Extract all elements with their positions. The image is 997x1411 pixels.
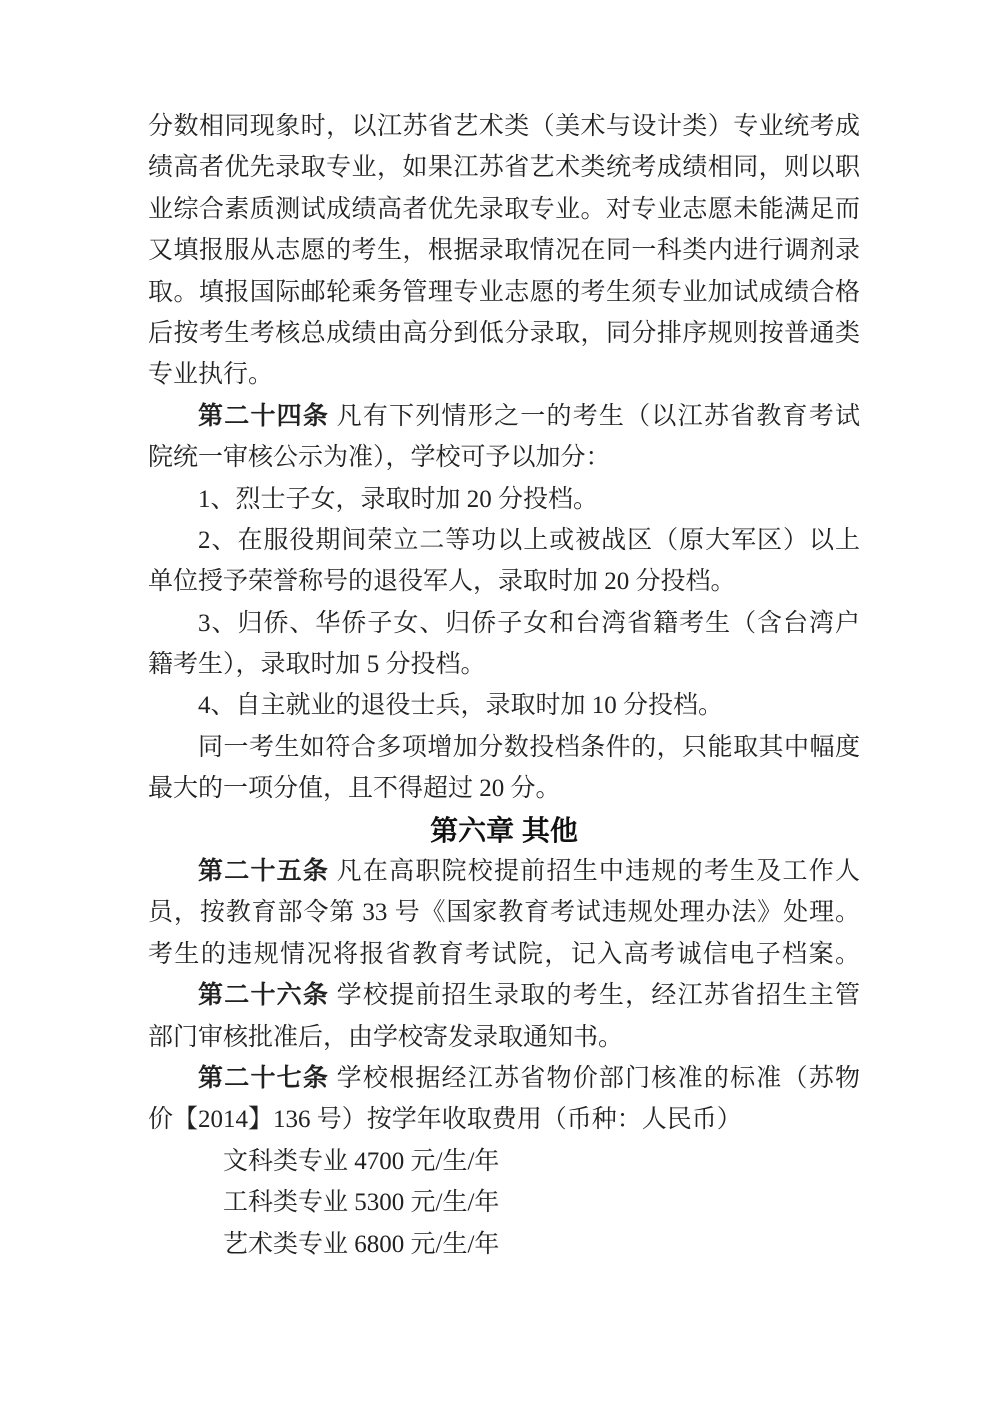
line-text: 学校提前招生录取的考生，经江苏省招生主管 <box>329 982 860 1010</box>
line-text: 艺术类专业 6800 元/生/年 <box>223 1230 500 1258</box>
document-line <box>148 1141 860 1182</box>
document-line <box>148 561 860 602</box>
line-text: 绩高者优先录取专业，如果江苏省艺术类统考成绩相同，则以职 <box>148 154 860 182</box>
document-line <box>148 272 860 313</box>
document-line <box>148 106 860 147</box>
document-line <box>148 189 860 230</box>
line-text: 最大的一项分值，且不得超过 20 分。 <box>148 775 561 803</box>
document-line <box>148 354 860 395</box>
line-text: 又填报服从志愿的考生，根据录取情况在同一科类内进行调剂录 <box>148 237 860 265</box>
line-text: 学校根据经江苏省物价部门核准的标准（苏物 <box>329 1064 860 1092</box>
line-text: 部门审核批准后，由学校寄发录取通知书。 <box>148 1023 624 1051</box>
document-line <box>148 396 860 437</box>
document-line <box>148 727 860 768</box>
line-text: 分数相同现象时，以江苏省艺术类（美术与设计类）专业统考成 <box>148 113 860 140</box>
document-text-column <box>148 106 860 1265</box>
document-line <box>148 1017 860 1058</box>
line-text: 考生的违规情况将报省教育考试院，记入高考诚信电子档案。 <box>148 940 860 968</box>
line-text: 员，按教育部令第 33 号《国家教育考试违规处理办法》处理。 <box>148 899 860 927</box>
line-text: 院统一审核公示为准），学校可予以加分： <box>148 444 611 472</box>
line-text: 取。填报国际邮轮乘务管理专业志愿的考生须专业加试成绩合格 <box>148 278 860 306</box>
document-line <box>148 644 860 685</box>
chapter-heading <box>148 810 860 851</box>
document-line <box>148 230 860 271</box>
document-line <box>148 603 860 644</box>
document-line <box>148 934 860 975</box>
document-line <box>148 975 860 1016</box>
article-number: 第二十五条 <box>198 858 330 886</box>
document-line <box>148 768 860 809</box>
line-text: 同一考生如符合多项增加分数投档条件的，只能取其中幅度 <box>198 733 860 761</box>
line-text: 4、自主就业的退役士兵，录取时加 10 分投档。 <box>198 692 724 720</box>
document-line <box>148 147 860 188</box>
document-line <box>148 851 860 892</box>
line-text: 文科类专业 4700 元/生/年 <box>223 1147 500 1175</box>
document-line <box>148 1224 860 1265</box>
line-text: 2、在服役期间荣立二等功以上或被战区（原大军区）以上 <box>198 526 860 554</box>
document-line <box>148 1058 860 1099</box>
document-line <box>148 1182 860 1223</box>
line-text: 第六章 其他 <box>430 814 578 846</box>
document-line <box>148 892 860 933</box>
line-text: 单位授予荣誉称号的退役军人，录取时加 20 分投档。 <box>148 568 736 596</box>
line-text: 业综合素质测试成绩高者优先录取专业。对专业志愿未能满足而 <box>148 195 860 223</box>
document-line <box>148 520 860 561</box>
line-text: 籍考生），录取时加 5 分投档。 <box>148 651 486 679</box>
line-text: 3、归侨、华侨子女、归侨子女和台湾省籍考生（含台湾户 <box>198 609 860 637</box>
document-line <box>148 685 860 726</box>
document-line <box>148 437 860 478</box>
line-text: 1、烈士子女，录取时加 20 分投档。 <box>198 485 599 513</box>
line-text: 凡有下列情形之一的考生（以江苏省教育考试 <box>329 402 860 430</box>
line-text: 价【2014】136 号）按学年收取费用（币种：人民币） <box>148 1106 742 1134</box>
line-text: 专业执行。 <box>148 361 274 389</box>
line-text: 凡在高职院校提前招生中违规的考生及工作人 <box>329 858 860 886</box>
line-text: 后按考生考核总成绩由高分到低分录取，同分排序规则按普通类 <box>148 319 860 347</box>
article-number: 第二十四条 <box>198 402 330 430</box>
document-line <box>148 1099 860 1140</box>
document-line <box>148 313 860 354</box>
article-number: 第二十七条 <box>198 1064 330 1092</box>
document-line <box>148 479 860 520</box>
article-number: 第二十六条 <box>198 982 330 1010</box>
line-text: 工科类专业 5300 元/生/年 <box>223 1189 500 1217</box>
